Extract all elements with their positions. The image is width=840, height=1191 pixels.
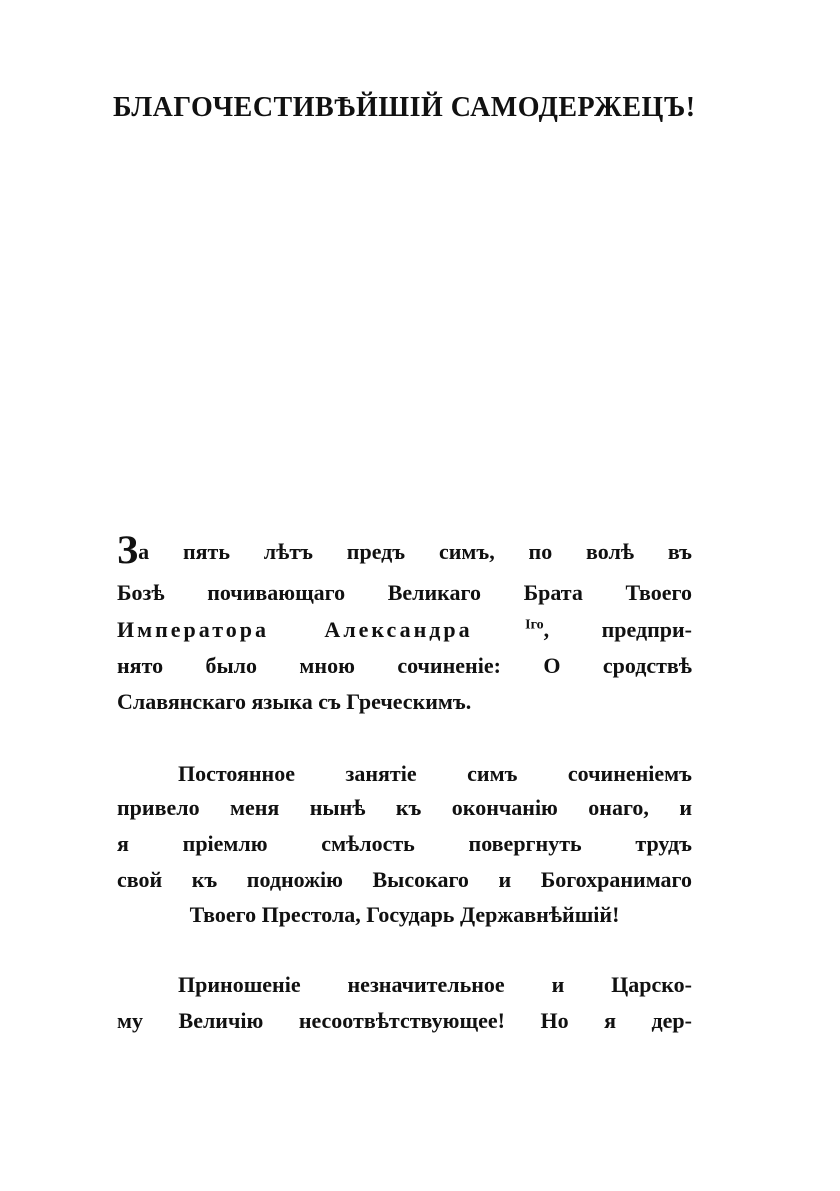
paragraph3-line1: Приношеніе незначительное и Царско- (178, 972, 692, 997)
paragraph1-line1-text: а пять лѣтъ предъ симъ, по волѣ въ (138, 539, 692, 564)
paragraph2-line4: свой къ подножію Высокаго и Богохранимаго (117, 867, 692, 892)
emperor-name: Императора Александра (117, 617, 473, 642)
regnal-number: Iго (525, 617, 544, 633)
paragraph2-line1: Постоянное занятіе симъ сочиненіемъ (178, 761, 692, 786)
paragraph1-line1 (117, 527, 692, 572)
paragraph2-line3: я пріемлю смѣлость повергнуть трудъ (117, 831, 692, 856)
paragraph2-line5: Твоего Престола, Государь Державнѣйшій! (189, 902, 620, 927)
paragraph1-line2: Бозѣ почивающаго Великаго Брата Твоего (117, 580, 692, 605)
dedication-heading: БЛАГОЧЕСТИВѢЙШІЙ САМОДЕРЖЕЦЪ! (113, 92, 696, 123)
paragraph2-line2: привело меня нынѣ къ окончанію онаго, и (117, 795, 692, 820)
paragraph1-line3 (117, 615, 692, 645)
drop-initial: З (117, 527, 139, 572)
paragraph1-line3-rest: , предпри- (543, 617, 693, 642)
paragraph1-line4: нято было мною сочиненіе: О сродствѣ (117, 653, 692, 678)
paragraph1-line5: Славянскаго языка съ Греческимъ. (117, 689, 472, 714)
paragraph3-line2: му Величію несоотвѣтствующее! Но я дер- (117, 1008, 692, 1033)
